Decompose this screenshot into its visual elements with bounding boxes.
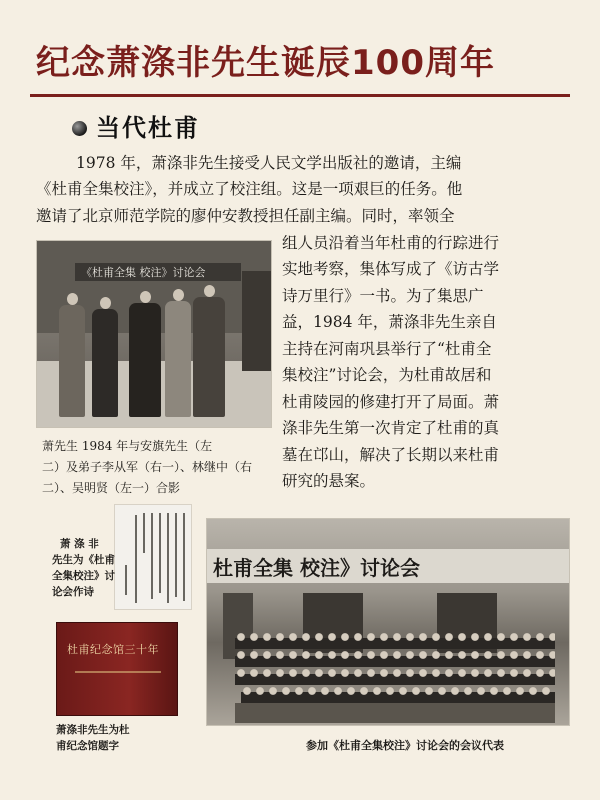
calligraphy-poem-image xyxy=(114,504,192,610)
body-line-7: 益，1984 年，萧涤非先生亲自 xyxy=(282,313,497,331)
book-cover-text: 杜甫纪念馆三十年 xyxy=(67,643,159,656)
book-caption-line-2: 甫纪念馆题字 xyxy=(56,740,119,752)
body-line-11: 涤非先生第一次肯定了杜甫的真 xyxy=(282,419,500,437)
book-caption-line-1: 萧涤非先生为杜 xyxy=(56,724,130,736)
body-line-2: 《杜甫全集校注》，并成立了校注组。这是一项艰巨的任务。他 xyxy=(36,180,463,198)
section-heading: 当代杜甫 xyxy=(96,114,200,142)
body-line-4: 组人员沿着当年杜甫的行踪进行 xyxy=(282,234,500,252)
body-line-10: 杜甫陵园的修建打开了局面。萧 xyxy=(282,393,500,411)
body-line-13: 研究的悬案。 xyxy=(282,472,376,490)
photo1-banner: 《杜甫全集 校注》讨论会 xyxy=(75,263,241,281)
calligraphy-caption-line-2: 先生为《杜甫 xyxy=(52,554,115,566)
page-title: 纪念萧涤非先生诞辰100周年 xyxy=(36,43,495,83)
title-divider xyxy=(30,94,570,97)
person-figure xyxy=(129,303,161,417)
person-figure xyxy=(92,309,118,417)
calligraphy-caption-line-4: 论会作诗 xyxy=(52,586,94,598)
person-figure xyxy=(59,305,85,417)
photo2-caption: 参加《杜甫全集校注》讨论会的会议代表 xyxy=(306,739,504,752)
bullet-icon xyxy=(72,121,87,136)
body-line-8: 主持在河南巩县举行了“杜甫全 xyxy=(282,340,492,358)
photo1-caption-line-1: 萧先生 1984 年与安旗先生（左 xyxy=(42,439,213,453)
photo2-banner: 杜甫全集 校注》讨论会 xyxy=(207,549,570,583)
book-cover-image xyxy=(56,622,178,716)
calligraphy-caption-line-3: 全集校注》讨 xyxy=(52,570,115,582)
body-line-5: 实地考察，集体写成了《访古学 xyxy=(282,260,500,278)
person-figure xyxy=(165,301,191,417)
person-figure xyxy=(193,297,225,417)
body-line-12: 墓在邙山，解决了长期以来杜甫 xyxy=(282,446,500,464)
photo1-caption-line-3: 二）、吴明贤（左一）合影 xyxy=(42,481,181,495)
group-photo-1984 xyxy=(36,240,272,428)
calligraphy-caption-line-1: 萧 涤 非 xyxy=(60,538,99,550)
body-line-3: 邀请了北京师范学院的廖仲安教授担任副主编。同时，率领全 xyxy=(36,207,455,225)
conference-group-photo xyxy=(206,518,570,726)
body-line-9: 集校注”讨论会，为杜甫故居和 xyxy=(282,366,492,384)
body-line-6: 诗万里行》一书。为了集思广 xyxy=(282,287,484,305)
photo1-caption-line-2: 二）及弟子李从军（右一）、林继中（右 xyxy=(42,460,253,474)
body-line-1: 1978 年，萧涤非先生接受人民文学出版社的邀请，主编 xyxy=(76,154,462,172)
